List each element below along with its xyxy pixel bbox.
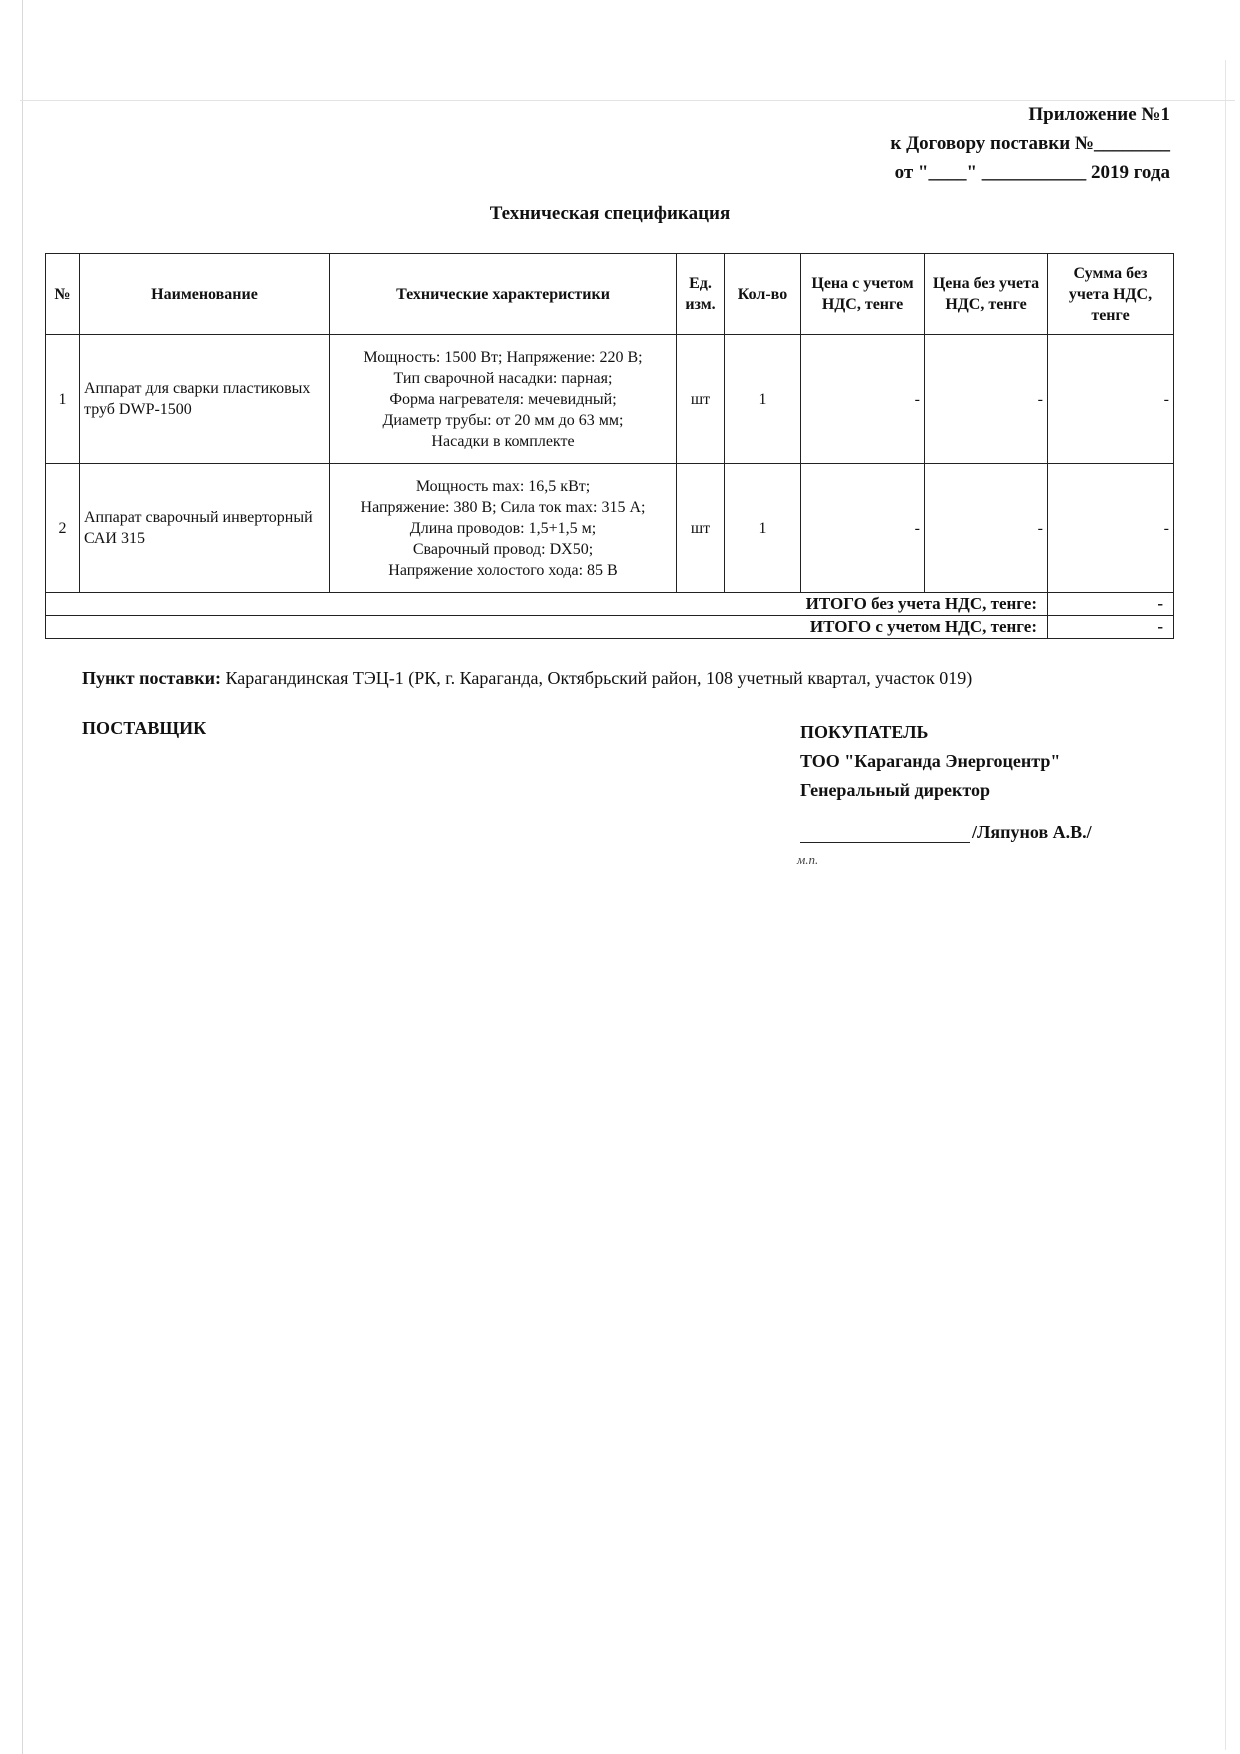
row-qty: 1 [725, 464, 801, 593]
row-sum-no-vat: - [1048, 464, 1174, 593]
characteristic-line: Мощность: 1500 Вт; Напряжение: 220 В; [363, 348, 643, 366]
total-label: ИТОГО с учетом НДС, тенге: [46, 616, 1048, 639]
signature-block [800, 822, 1092, 843]
annex-contract-ref: к Договору поставки №________ [890, 133, 1170, 154]
row-characteristics [330, 464, 677, 593]
row-unit: шт [677, 464, 725, 593]
row-price-vat: - [801, 464, 925, 593]
supplier-title: ПОСТАВЩИК [82, 718, 207, 738]
table-header-row [46, 254, 1174, 335]
table-row [46, 464, 1174, 593]
characteristic-line: Напряжение холостого хода: 85 В [388, 561, 618, 579]
specification-table [45, 253, 1174, 639]
buyer-position: Генеральный директор [800, 780, 990, 800]
row-num: 2 [46, 464, 80, 593]
header-unit: Ед. изм. [677, 254, 725, 335]
delivery-point [82, 668, 972, 689]
characteristic-line: Тип сварочной насадки: парная; [393, 369, 613, 387]
buyer-company: ТОО "Караганда Энергоцентр" [800, 751, 1061, 771]
scan-edge-left [22, 0, 23, 1754]
characteristic-line: Сварочный провод: DX50; [412, 540, 594, 558]
row-characteristics [330, 335, 677, 464]
header-num: № [46, 254, 80, 335]
row-price-no-vat: - [925, 464, 1048, 593]
signature-line [800, 824, 970, 843]
total-value: - [1048, 593, 1174, 616]
characteristic-line: Мощность max: 16,5 кВт; [415, 477, 591, 495]
characteristic-line: Длина проводов: 1,5+1,5 м; [409, 519, 597, 537]
total-label: ИТОГО без учета НДС, тенге: [46, 593, 1048, 616]
row-qty: 1 [725, 335, 801, 464]
document-title: Техническая спецификация [489, 203, 731, 224]
row-price-vat: - [801, 335, 925, 464]
delivery-value: Карагандинская ТЭЦ-1 (РК, г. Караганда, Октябрьский район, 108 учетный квартал, участок 019) [225, 668, 973, 688]
buyer-block [800, 718, 1060, 805]
header-price-vat: Цена с учетом НДС, тенге [801, 254, 925, 335]
total-value: - [1048, 616, 1174, 639]
header-qty: Кол-во [725, 254, 801, 335]
total-row-no-vat [46, 593, 1174, 616]
scan-edge-right [1225, 60, 1226, 1750]
row-num: 1 [46, 335, 80, 464]
header-price-no-vat: Цена без учета НДС, тенге [925, 254, 1048, 335]
annex-date: от "____" ___________ 2019 года [894, 162, 1170, 183]
delivery-label: Пункт поставки: [82, 668, 221, 688]
row-name: Аппарат сварочный инверторный САИ 315 [80, 464, 330, 593]
buyer-title: ПОКУПАТЕЛЬ [800, 722, 929, 742]
row-name: Аппарат для сварки пластиковых труб DWP-1500 [80, 335, 330, 464]
header-sum-no-vat: Сумма без учета НДС, тенге [1048, 254, 1174, 335]
signature-name: /Ляпунов А.В./ [972, 822, 1092, 842]
characteristic-line: Форма нагревателя: мечевидный; [389, 390, 617, 408]
table-row [46, 335, 1174, 464]
characteristic-line: Насадки в комплекте [431, 432, 575, 450]
row-price-no-vat: - [925, 335, 1048, 464]
total-row-with-vat [46, 616, 1174, 639]
characteristic-line: Диаметр трубы: от 20 мм до 63 мм; [382, 411, 624, 429]
annex-number: Приложение №1 [1028, 104, 1170, 125]
annex-header [750, 100, 1170, 187]
row-unit: шт [677, 335, 725, 464]
row-sum-no-vat: - [1048, 335, 1174, 464]
characteristic-line: Напряжение: 380 В; Сила ток max: 315 А; [360, 498, 646, 516]
header-characteristics: Технические характеристики [330, 254, 677, 335]
stamp-place-mark: м.п. [797, 852, 819, 867]
header-name: Наименование [80, 254, 330, 335]
